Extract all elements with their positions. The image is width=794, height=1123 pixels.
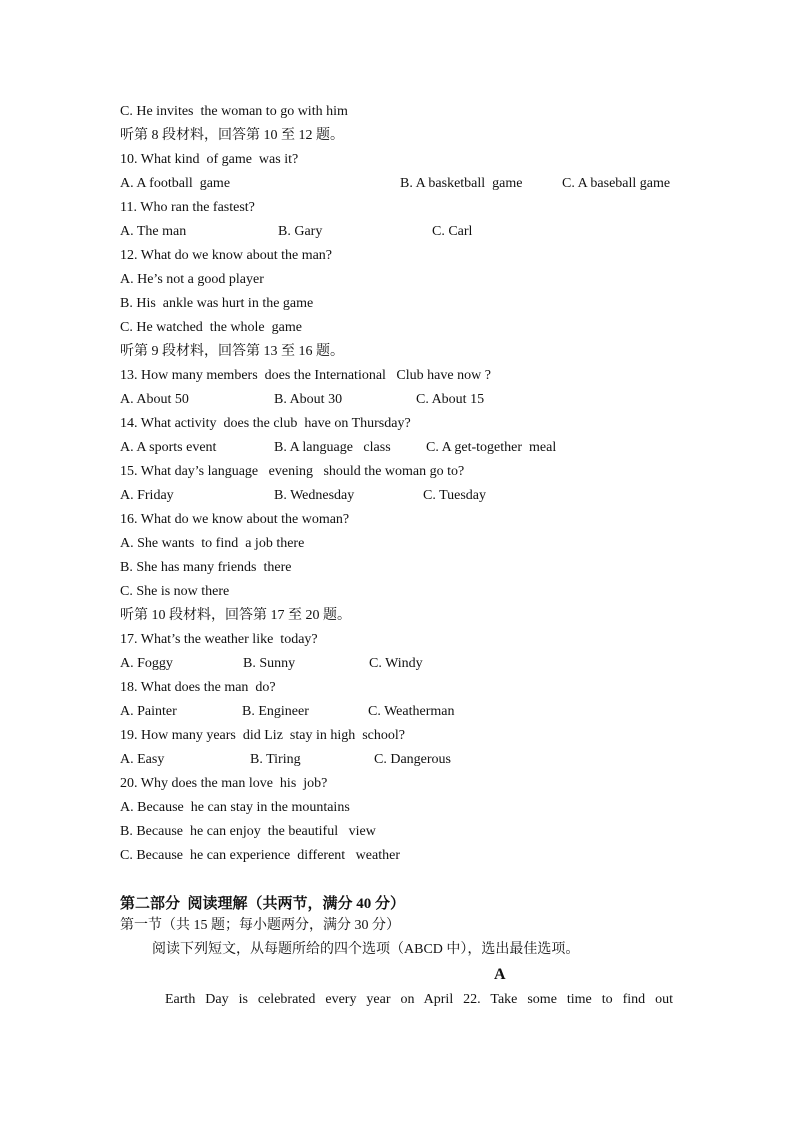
question-line: 17. What’s the weather like today?: [120, 632, 318, 647]
option-c: C. Carl: [432, 224, 473, 239]
option-a: A. A football game: [120, 176, 231, 191]
option-a: A. Friday: [120, 488, 174, 503]
option-b: B. A language class: [274, 440, 391, 455]
option-b: B. About 30: [274, 392, 343, 407]
option-line: A. Because he can stay in the mountains: [120, 800, 350, 815]
option-line: B. His ankle was hurt in the game: [120, 296, 314, 311]
reading-instruction: 阅读下列短文，从每题所给的四个选项（ABCD 中），选出最佳选项。: [152, 942, 580, 957]
question-line: 13. How many members does the International Club have now ?: [120, 368, 491, 383]
question-line: 11. Who ran the fastest?: [120, 200, 255, 215]
section-instruction: 听第 10 段材料，回答第 17 至 20 题。: [120, 608, 351, 623]
question-line: 18. What does the man do?: [120, 680, 276, 695]
option-b: B. Tiring: [250, 752, 301, 767]
option-a: A. The man: [120, 224, 187, 239]
option-a: A. A sports event: [120, 440, 217, 455]
option-a: A. Foggy: [120, 656, 173, 671]
section-instruction: 听第 9 段材料，回答第 13 至 16 题。: [120, 344, 344, 359]
option-c: C. About 15: [416, 392, 485, 407]
option-c: C. Tuesday: [423, 488, 487, 503]
question-line: 15. What day’s language evening should the woman go to?: [120, 464, 465, 479]
question-line: 19. How many years did Liz stay in high school?: [120, 728, 406, 743]
question-line: 10. What kind of game was it?: [120, 152, 299, 167]
option-b: B. Wednesday: [274, 488, 355, 503]
option-line: B. Because he can enjoy the beautiful view: [120, 824, 376, 839]
option-a: A. Easy: [120, 752, 165, 767]
option-line: A. She wants to find a job there: [120, 536, 305, 551]
question-line: 16. What do we know about the woman?: [120, 512, 350, 527]
part-heading: 第二部分 阅读理解（共两节，满分 40 分）: [120, 896, 406, 912]
option-c: C. Weatherman: [368, 704, 455, 719]
option-c: C. A get-together meal: [426, 440, 557, 455]
option-line: C. Because he can experience different weather: [120, 848, 400, 863]
option-b: B. Gary: [278, 224, 323, 239]
passage-text: Earth Day is celebrated every year on April 22. Take some time to find out: [165, 992, 673, 1007]
option-c: C. Windy: [369, 656, 423, 671]
option-line: C. He invites the woman to go with him: [120, 104, 348, 119]
option-line: C. He watched the whole game: [120, 320, 302, 335]
section-heading: 第一节（共 15 题；每小题两分，满分 30 分）: [120, 918, 400, 933]
option-line: B. She has many friends there: [120, 560, 292, 575]
question-line: 14. What activity does the club have on Thursday?: [120, 416, 411, 431]
option-a: A. Painter: [120, 704, 177, 719]
question-line: 12. What do we know about the man?: [120, 248, 333, 263]
question-line: 20. Why does the man love his job?: [120, 776, 328, 791]
passage-letter: A: [494, 966, 506, 983]
option-b: B. A basketball game: [400, 176, 523, 191]
option-b: B. Sunny: [243, 656, 296, 671]
section-instruction: 听第 8 段材料，回答第 10 至 12 题。: [120, 128, 344, 143]
option-c: C. Dangerous: [374, 752, 451, 767]
option-b: B. Engineer: [242, 704, 309, 719]
option-line: A. He’s not a good player: [120, 272, 264, 287]
option-line: C. She is now there: [120, 584, 230, 599]
option-c: C. A baseball game: [562, 176, 671, 191]
option-a: A. About 50: [120, 392, 189, 407]
